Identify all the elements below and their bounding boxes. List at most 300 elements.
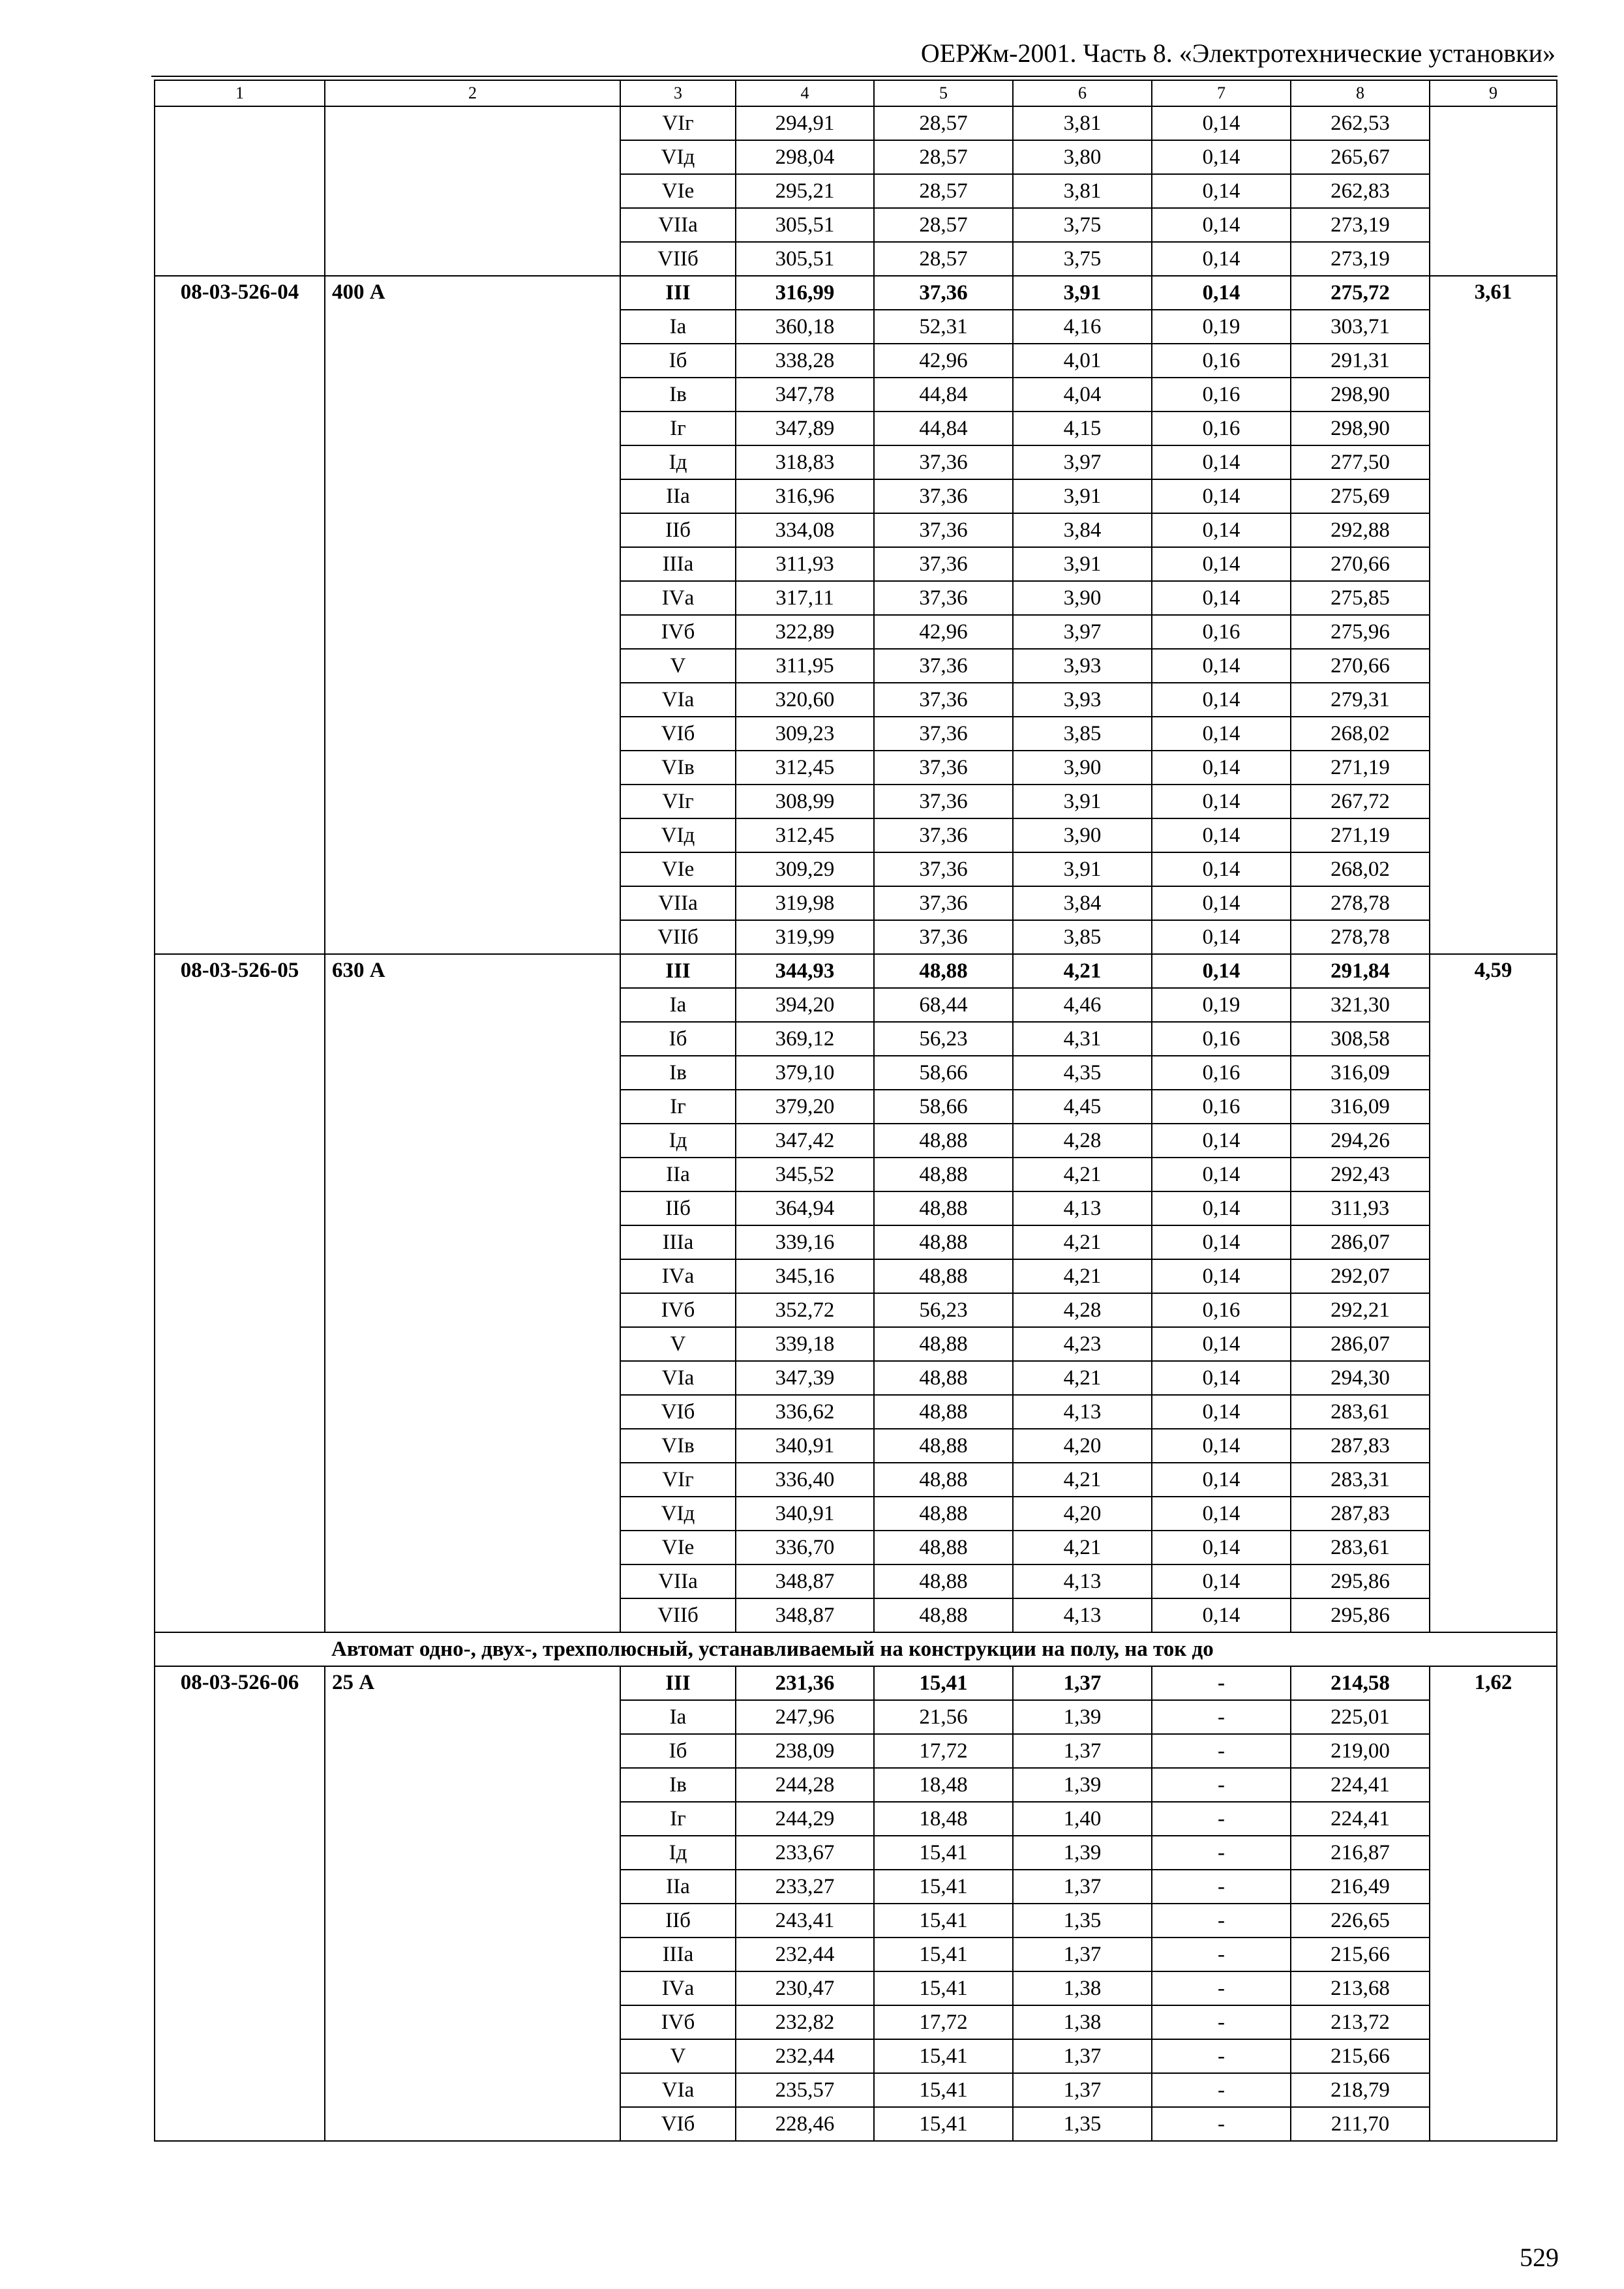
- name-cell: 25 А: [325, 1666, 620, 2141]
- machinist-wages-cell: 0,16: [1152, 1293, 1291, 1327]
- total-cost-cell: 345,16: [736, 1259, 874, 1293]
- total-cost-cell: 228,46: [736, 2107, 874, 2141]
- total-cost-cell: 347,78: [736, 378, 874, 411]
- header-rule: [151, 76, 1557, 77]
- machine-cost-cell: 4,21: [1013, 954, 1152, 988]
- wages-cell: 48,88: [874, 1395, 1013, 1429]
- materials-cost-cell: 268,02: [1291, 852, 1430, 886]
- machinist-wages-cell: 0,14: [1152, 1327, 1291, 1361]
- machinist-wages-cell: 0,14: [1152, 785, 1291, 818]
- machinist-wages-cell: -: [1152, 2107, 1291, 2141]
- wages-cell: 28,57: [874, 174, 1013, 208]
- section-title: Автомат одно-, двух-, трехполюсный, устанавливаемый на конструкции на полу, на ток до: [155, 1632, 1557, 1666]
- region-column-cell: Iб: [620, 1734, 736, 1768]
- machine-cost-cell: 3,93: [1013, 683, 1152, 717]
- materials-cost-cell: 211,70: [1291, 2107, 1430, 2141]
- materials-cost-cell: 278,78: [1291, 920, 1430, 954]
- total-cost-cell: 232,44: [736, 2039, 874, 2073]
- region-column-cell: IIа: [620, 1870, 736, 1904]
- machinist-wages-cell: -: [1152, 1768, 1291, 1802]
- region-column-cell: VIе: [620, 174, 736, 208]
- machine-cost-cell: 4,21: [1013, 1158, 1152, 1191]
- wages-cell: 48,88: [874, 1191, 1013, 1225]
- page-number: 529: [1520, 2243, 1559, 2272]
- materials-cost-cell: 267,72: [1291, 785, 1430, 818]
- region-column-cell: III: [620, 276, 736, 310]
- coefficient-cell: 1,62: [1430, 1666, 1557, 2141]
- machine-cost-cell: 1,40: [1013, 1802, 1152, 1836]
- machinist-wages-cell: 0,14: [1152, 649, 1291, 683]
- machinist-wages-cell: 0,14: [1152, 751, 1291, 785]
- region-column-cell: Iг: [620, 1090, 736, 1124]
- total-cost-cell: 322,89: [736, 615, 874, 649]
- total-cost-cell: 340,91: [736, 1429, 874, 1463]
- machinist-wages-cell: 0,14: [1152, 920, 1291, 954]
- wages-cell: 48,88: [874, 1158, 1013, 1191]
- region-column-cell: Iв: [620, 1768, 736, 1802]
- region-column-cell: IIIа: [620, 547, 736, 581]
- materials-cost-cell: 216,49: [1291, 1870, 1430, 1904]
- region-column-cell: VIа: [620, 2073, 736, 2107]
- wages-cell: 37,36: [874, 751, 1013, 785]
- machine-cost-cell: 3,81: [1013, 106, 1152, 140]
- wages-cell: 56,23: [874, 1293, 1013, 1327]
- region-column-cell: Iв: [620, 1056, 736, 1090]
- total-cost-cell: 336,40: [736, 1463, 874, 1497]
- region-column-cell: VIIб: [620, 920, 736, 954]
- machine-cost-cell: 1,38: [1013, 1971, 1152, 2005]
- machinist-wages-cell: 0,14: [1152, 1361, 1291, 1395]
- machine-cost-cell: 1,37: [1013, 2039, 1152, 2073]
- materials-cost-cell: 298,90: [1291, 378, 1430, 411]
- machine-cost-cell: 4,13: [1013, 1598, 1152, 1632]
- wages-cell: 15,41: [874, 1904, 1013, 1937]
- materials-cost-cell: 292,07: [1291, 1259, 1430, 1293]
- machine-cost-cell: 4,23: [1013, 1327, 1152, 1361]
- machine-cost-cell: 4,13: [1013, 1564, 1152, 1598]
- machine-cost-cell: 4,28: [1013, 1293, 1152, 1327]
- machinist-wages-cell: 0,14: [1152, 1497, 1291, 1531]
- materials-cost-cell: 291,84: [1291, 954, 1430, 988]
- machine-cost-cell: 4,21: [1013, 1361, 1152, 1395]
- machine-cost-cell: 4,21: [1013, 1463, 1152, 1497]
- machine-cost-cell: 4,04: [1013, 378, 1152, 411]
- materials-cost-cell: 226,65: [1291, 1904, 1430, 1937]
- total-cost-cell: 339,16: [736, 1225, 874, 1259]
- materials-cost-cell: 287,83: [1291, 1429, 1430, 1463]
- machine-cost-cell: 1,39: [1013, 1836, 1152, 1870]
- materials-cost-cell: 271,19: [1291, 818, 1430, 852]
- materials-cost-cell: 286,07: [1291, 1225, 1430, 1259]
- column-number: 7: [1152, 80, 1291, 106]
- materials-cost-cell: 278,78: [1291, 886, 1430, 920]
- column-number: 1: [155, 80, 325, 106]
- materials-cost-cell: 294,30: [1291, 1361, 1430, 1395]
- machine-cost-cell: 3,91: [1013, 852, 1152, 886]
- machine-cost-cell: 4,13: [1013, 1395, 1152, 1429]
- name-cell: 400 А: [325, 276, 620, 954]
- materials-cost-cell: 273,19: [1291, 242, 1430, 276]
- total-cost-cell: 308,99: [736, 785, 874, 818]
- region-column-cell: Iг: [620, 411, 736, 445]
- region-column-cell: VIг: [620, 106, 736, 140]
- region-column-cell: VIIб: [620, 1598, 736, 1632]
- machine-cost-cell: 4,21: [1013, 1225, 1152, 1259]
- wages-cell: 56,23: [874, 1022, 1013, 1056]
- wages-cell: 37,36: [874, 445, 1013, 479]
- machinist-wages-cell: -: [1152, 1666, 1291, 1700]
- wages-cell: 37,36: [874, 818, 1013, 852]
- region-column-cell: IIб: [620, 513, 736, 547]
- machine-cost-cell: 3,81: [1013, 174, 1152, 208]
- machine-cost-cell: 4,01: [1013, 344, 1152, 378]
- wages-cell: 37,36: [874, 886, 1013, 920]
- machinist-wages-cell: 0,14: [1152, 513, 1291, 547]
- materials-cost-cell: 275,72: [1291, 276, 1430, 310]
- wages-cell: 37,36: [874, 649, 1013, 683]
- region-column-cell: IIб: [620, 1904, 736, 1937]
- materials-cost-cell: 270,66: [1291, 649, 1430, 683]
- region-column-cell: VIв: [620, 1429, 736, 1463]
- machinist-wages-cell: 0,16: [1152, 344, 1291, 378]
- wages-cell: 37,36: [874, 276, 1013, 310]
- wages-cell: 15,41: [874, 1870, 1013, 1904]
- total-cost-cell: 309,23: [736, 717, 874, 751]
- materials-cost-cell: 295,86: [1291, 1598, 1430, 1632]
- machinist-wages-cell: 0,14: [1152, 1463, 1291, 1497]
- region-column-cell: IVб: [620, 2005, 736, 2039]
- materials-cost-cell: 277,50: [1291, 445, 1430, 479]
- name-cell: [325, 106, 620, 276]
- materials-cost-cell: 275,85: [1291, 581, 1430, 615]
- region-column-cell: V: [620, 2039, 736, 2073]
- machine-cost-cell: 3,90: [1013, 818, 1152, 852]
- wages-cell: 58,66: [874, 1090, 1013, 1124]
- machine-cost-cell: 1,37: [1013, 1666, 1152, 1700]
- wages-cell: 21,56: [874, 1700, 1013, 1734]
- wages-cell: 37,36: [874, 717, 1013, 751]
- machine-cost-cell: 3,91: [1013, 276, 1152, 310]
- wages-cell: 48,88: [874, 954, 1013, 988]
- machinist-wages-cell: 0,14: [1152, 479, 1291, 513]
- region-column-cell: IIб: [620, 1191, 736, 1225]
- machinist-wages-cell: 0,14: [1152, 1531, 1291, 1564]
- machinist-wages-cell: 0,14: [1152, 717, 1291, 751]
- machinist-wages-cell: 0,14: [1152, 1259, 1291, 1293]
- region-column-cell: VIIа: [620, 886, 736, 920]
- machine-cost-cell: 1,37: [1013, 1937, 1152, 1971]
- wages-cell: 48,88: [874, 1124, 1013, 1158]
- region-column-cell: VIд: [620, 140, 736, 174]
- region-column-cell: Iа: [620, 310, 736, 344]
- machinist-wages-cell: -: [1152, 1836, 1291, 1870]
- region-column-cell: IVб: [620, 1293, 736, 1327]
- machinist-wages-cell: 0,14: [1152, 208, 1291, 242]
- machinist-wages-cell: 0,16: [1152, 411, 1291, 445]
- code-cell: 08-03-526-06: [155, 1666, 325, 2141]
- total-cost-cell: 244,28: [736, 1768, 874, 1802]
- coefficient-cell: 3,61: [1430, 276, 1557, 954]
- region-column-cell: Iб: [620, 344, 736, 378]
- machinist-wages-cell: -: [1152, 1802, 1291, 1836]
- wages-cell: 28,57: [874, 208, 1013, 242]
- total-cost-cell: 379,20: [736, 1090, 874, 1124]
- machine-cost-cell: 4,15: [1013, 411, 1152, 445]
- region-column-cell: VIа: [620, 683, 736, 717]
- total-cost-cell: 394,20: [736, 988, 874, 1022]
- materials-cost-cell: 215,66: [1291, 1937, 1430, 1971]
- machine-cost-cell: 4,35: [1013, 1056, 1152, 1090]
- region-column-cell: VIе: [620, 852, 736, 886]
- materials-cost-cell: 275,96: [1291, 615, 1430, 649]
- machinist-wages-cell: 0,14: [1152, 954, 1291, 988]
- machinist-wages-cell: -: [1152, 1870, 1291, 1904]
- machinist-wages-cell: -: [1152, 1904, 1291, 1937]
- total-cost-cell: 352,72: [736, 1293, 874, 1327]
- total-cost-cell: 309,29: [736, 852, 874, 886]
- wages-cell: 44,84: [874, 411, 1013, 445]
- machinist-wages-cell: 0,19: [1152, 310, 1291, 344]
- machine-cost-cell: 4,21: [1013, 1259, 1152, 1293]
- region-column-cell: IIIа: [620, 1225, 736, 1259]
- materials-cost-cell: 303,71: [1291, 310, 1430, 344]
- wages-cell: 17,72: [874, 1734, 1013, 1768]
- total-cost-cell: 294,91: [736, 106, 874, 140]
- machine-cost-cell: 4,45: [1013, 1090, 1152, 1124]
- total-cost-cell: 247,96: [736, 1700, 874, 1734]
- total-cost-cell: 316,96: [736, 479, 874, 513]
- total-cost-cell: 233,67: [736, 1836, 874, 1870]
- machinist-wages-cell: 0,14: [1152, 886, 1291, 920]
- materials-cost-cell: 287,83: [1291, 1497, 1430, 1531]
- total-cost-cell: 233,27: [736, 1870, 874, 1904]
- table-body: [155, 80, 1557, 2141]
- machinist-wages-cell: 0,14: [1152, 276, 1291, 310]
- region-column-cell: V: [620, 1327, 736, 1361]
- total-cost-cell: 364,94: [736, 1191, 874, 1225]
- region-column-cell: III: [620, 1666, 736, 1700]
- materials-cost-cell: 273,19: [1291, 208, 1430, 242]
- machinist-wages-cell: 0,14: [1152, 1564, 1291, 1598]
- machinist-wages-cell: -: [1152, 1937, 1291, 1971]
- region-column-cell: VIв: [620, 751, 736, 785]
- materials-cost-cell: 214,58: [1291, 1666, 1430, 1700]
- materials-cost-cell: 298,90: [1291, 411, 1430, 445]
- materials-cost-cell: 224,41: [1291, 1768, 1430, 1802]
- machine-cost-cell: 1,37: [1013, 2073, 1152, 2107]
- total-cost-cell: 243,41: [736, 1904, 874, 1937]
- materials-cost-cell: 316,09: [1291, 1056, 1430, 1090]
- region-column-cell: VIб: [620, 1395, 736, 1429]
- total-cost-cell: 311,95: [736, 649, 874, 683]
- wages-cell: 42,96: [874, 615, 1013, 649]
- total-cost-cell: 336,62: [736, 1395, 874, 1429]
- wages-cell: 15,41: [874, 1971, 1013, 2005]
- total-cost-cell: 231,36: [736, 1666, 874, 1700]
- machinist-wages-cell: 0,14: [1152, 818, 1291, 852]
- machinist-wages-cell: 0,14: [1152, 140, 1291, 174]
- column-number: 8: [1291, 80, 1430, 106]
- total-cost-cell: 347,89: [736, 411, 874, 445]
- total-cost-cell: 334,08: [736, 513, 874, 547]
- wages-cell: 28,57: [874, 140, 1013, 174]
- wages-cell: 44,84: [874, 378, 1013, 411]
- total-cost-cell: 348,87: [736, 1564, 874, 1598]
- total-cost-cell: 312,45: [736, 818, 874, 852]
- materials-cost-cell: 216,87: [1291, 1836, 1430, 1870]
- machine-cost-cell: 1,37: [1013, 1870, 1152, 1904]
- materials-cost-cell: 316,09: [1291, 1090, 1430, 1124]
- machine-cost-cell: 4,21: [1013, 1531, 1152, 1564]
- materials-cost-cell: 292,21: [1291, 1293, 1430, 1327]
- machine-cost-cell: 1,39: [1013, 1768, 1152, 1802]
- machinist-wages-cell: 0,19: [1152, 988, 1291, 1022]
- wages-cell: 37,36: [874, 785, 1013, 818]
- column-number: 5: [874, 80, 1013, 106]
- column-number: 6: [1013, 80, 1152, 106]
- machine-cost-cell: 3,75: [1013, 208, 1152, 242]
- wages-cell: 15,41: [874, 2073, 1013, 2107]
- total-cost-cell: 318,83: [736, 445, 874, 479]
- machinist-wages-cell: 0,14: [1152, 581, 1291, 615]
- materials-cost-cell: 262,53: [1291, 106, 1430, 140]
- base-row: [155, 276, 1557, 310]
- region-column-cell: IVа: [620, 1259, 736, 1293]
- materials-cost-cell: 275,69: [1291, 479, 1430, 513]
- total-cost-cell: 336,70: [736, 1531, 874, 1564]
- materials-cost-cell: 283,31: [1291, 1463, 1430, 1497]
- region-column-cell: V: [620, 649, 736, 683]
- materials-cost-cell: 279,31: [1291, 683, 1430, 717]
- wages-cell: 15,41: [874, 1937, 1013, 1971]
- machinist-wages-cell: -: [1152, 1734, 1291, 1768]
- machinist-wages-cell: 0,14: [1152, 1225, 1291, 1259]
- materials-cost-cell: 270,66: [1291, 547, 1430, 581]
- materials-cost-cell: 262,83: [1291, 174, 1430, 208]
- machine-cost-cell: 4,31: [1013, 1022, 1152, 1056]
- total-cost-cell: 232,44: [736, 1937, 874, 1971]
- total-cost-cell: 379,10: [736, 1056, 874, 1090]
- total-cost-cell: 347,39: [736, 1361, 874, 1395]
- region-column-cell: VIд: [620, 818, 736, 852]
- materials-cost-cell: 292,43: [1291, 1158, 1430, 1191]
- wages-cell: 37,36: [874, 479, 1013, 513]
- materials-cost-cell: 215,66: [1291, 2039, 1430, 2073]
- region-column-cell: Iд: [620, 445, 736, 479]
- machinist-wages-cell: -: [1152, 1971, 1291, 2005]
- total-cost-cell: 338,28: [736, 344, 874, 378]
- section-row: [155, 1632, 1557, 1666]
- region-column-cell: IIа: [620, 1158, 736, 1191]
- materials-cost-cell: 218,79: [1291, 2073, 1430, 2107]
- wages-cell: 37,36: [874, 547, 1013, 581]
- materials-cost-cell: 321,30: [1291, 988, 1430, 1022]
- code-cell: 08-03-526-04: [155, 276, 325, 954]
- region-column-cell: VIг: [620, 785, 736, 818]
- total-cost-cell: 235,57: [736, 2073, 874, 2107]
- wages-cell: 48,88: [874, 1531, 1013, 1564]
- total-cost-cell: 360,18: [736, 310, 874, 344]
- materials-cost-cell: 294,26: [1291, 1124, 1430, 1158]
- machinist-wages-cell: 0,14: [1152, 852, 1291, 886]
- machinist-wages-cell: 0,14: [1152, 1191, 1291, 1225]
- machine-cost-cell: 4,20: [1013, 1429, 1152, 1463]
- machinist-wages-cell: -: [1152, 2005, 1291, 2039]
- machine-cost-cell: 4,20: [1013, 1497, 1152, 1531]
- region-column-cell: Iа: [620, 1700, 736, 1734]
- wages-cell: 42,96: [874, 344, 1013, 378]
- column-number-row: [155, 80, 1557, 106]
- total-cost-cell: 345,52: [736, 1158, 874, 1191]
- materials-cost-cell: 286,07: [1291, 1327, 1430, 1361]
- total-cost-cell: 340,91: [736, 1497, 874, 1531]
- machinist-wages-cell: -: [1152, 2039, 1291, 2073]
- materials-cost-cell: 292,88: [1291, 513, 1430, 547]
- total-cost-cell: 305,51: [736, 242, 874, 276]
- region-column-cell: Iв: [620, 378, 736, 411]
- total-cost-cell: 319,98: [736, 886, 874, 920]
- wages-cell: 37,36: [874, 852, 1013, 886]
- total-cost-cell: 238,09: [736, 1734, 874, 1768]
- machine-cost-cell: 1,37: [1013, 1734, 1152, 1768]
- machinist-wages-cell: 0,14: [1152, 1158, 1291, 1191]
- machine-cost-cell: 1,35: [1013, 2107, 1152, 2141]
- total-cost-cell: 232,82: [736, 2005, 874, 2039]
- machinist-wages-cell: 0,14: [1152, 445, 1291, 479]
- materials-cost-cell: 213,68: [1291, 1971, 1430, 2005]
- region-column-cell: IIIа: [620, 1937, 736, 1971]
- column-number: 3: [620, 80, 736, 106]
- materials-cost-cell: 283,61: [1291, 1395, 1430, 1429]
- materials-cost-cell: 213,72: [1291, 2005, 1430, 2039]
- column-number: 2: [325, 80, 620, 106]
- total-cost-cell: 369,12: [736, 1022, 874, 1056]
- machine-cost-cell: 3,85: [1013, 920, 1152, 954]
- region-column-cell: IIа: [620, 479, 736, 513]
- wages-cell: 15,41: [874, 2039, 1013, 2073]
- total-cost-cell: 339,18: [736, 1327, 874, 1361]
- machinist-wages-cell: 0,14: [1152, 1124, 1291, 1158]
- machinist-wages-cell: 0,16: [1152, 1022, 1291, 1056]
- wages-cell: 48,88: [874, 1361, 1013, 1395]
- wages-cell: 68,44: [874, 988, 1013, 1022]
- total-cost-cell: 347,42: [736, 1124, 874, 1158]
- total-cost-cell: 344,93: [736, 954, 874, 988]
- wages-cell: 58,66: [874, 1056, 1013, 1090]
- wages-cell: 48,88: [874, 1429, 1013, 1463]
- region-column-cell: VIб: [620, 2107, 736, 2141]
- wages-cell: 18,48: [874, 1802, 1013, 1836]
- materials-cost-cell: 308,58: [1291, 1022, 1430, 1056]
- region-column-cell: IVа: [620, 1971, 736, 2005]
- region-column-cell: VIIа: [620, 208, 736, 242]
- code-cell: 08-03-526-05: [155, 954, 325, 1632]
- region-column-cell: Iа: [620, 988, 736, 1022]
- wages-cell: 37,36: [874, 581, 1013, 615]
- wages-cell: 48,88: [874, 1327, 1013, 1361]
- total-cost-cell: 298,04: [736, 140, 874, 174]
- region-column-cell: VIе: [620, 1531, 736, 1564]
- wages-cell: 37,36: [874, 683, 1013, 717]
- wages-cell: 48,88: [874, 1225, 1013, 1259]
- machine-cost-cell: 1,38: [1013, 2005, 1152, 2039]
- machinist-wages-cell: 0,14: [1152, 1598, 1291, 1632]
- wages-cell: 48,88: [874, 1497, 1013, 1531]
- materials-cost-cell: 311,93: [1291, 1191, 1430, 1225]
- code-cell: [155, 106, 325, 276]
- region-column-cell: VIIб: [620, 242, 736, 276]
- region-column-cell: Iд: [620, 1124, 736, 1158]
